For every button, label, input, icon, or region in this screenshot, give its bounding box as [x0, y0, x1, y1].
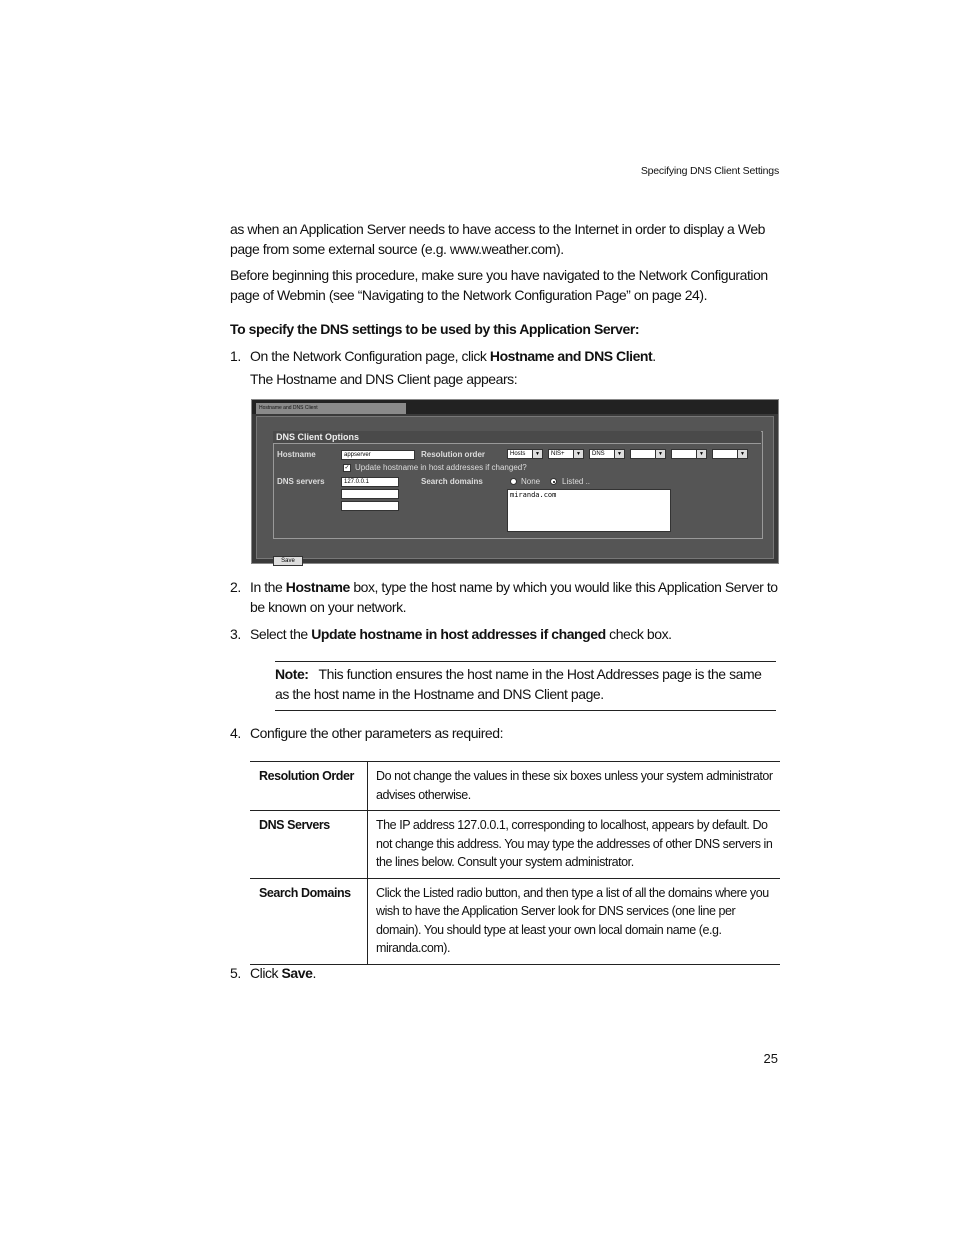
- step-1-number: 1.: [230, 348, 241, 364]
- running-header: Specifying DNS Client Settings: [640, 165, 779, 177]
- param-name: Resolution Order: [250, 762, 368, 811]
- page-number: 25: [763, 1051, 778, 1066]
- dns-server-input-1[interactable]: 127.0.0.1: [341, 477, 399, 487]
- dns-server-input-3[interactable]: [341, 501, 399, 511]
- radio-none-label: None: [521, 477, 541, 486]
- search-domains-textarea[interactable]: miranda.com: [507, 489, 671, 532]
- step-5: 5. Click Save.: [230, 965, 316, 981]
- step-1: 1. On the Network Configuration page, click Hostname and DNS Client.: [230, 348, 656, 364]
- step-2: 2. In the Hostname box, type the host name by which you would like this Application Server to be known on your network.: [230, 579, 778, 615]
- intro-paragraph-2: Before beginning this procedure, make sure you have navigated to the Network Configuration page of Webmin (see “Navigating to the Network Configuration Page” on page 24).: [230, 267, 768, 303]
- step-3: 3. Select the Update hostname in host addresses if changed check box.: [230, 626, 672, 642]
- step-1-emphasis: Hostname and DNS Client: [489, 348, 653, 364]
- step-2-number: 2.: [230, 579, 241, 595]
- hostname-label: Hostname: [277, 450, 316, 459]
- table-row: [250, 811, 780, 879]
- param-name: Search Domains: [250, 878, 368, 964]
- save-button[interactable]: Save: [273, 556, 303, 566]
- step-5-number: 5.: [230, 965, 241, 981]
- param-description: Click the Listed radio button, and then type a list of all the domains where you wish to have the Application Server look for DNS services (one line per domain). You should type at least your own local domain name (e.g. miranda.com).: [368, 878, 781, 964]
- dns-servers-label: DNS servers: [277, 477, 325, 486]
- table-row: [250, 878, 780, 964]
- step-4-number: 4.: [230, 725, 241, 741]
- param-description: The IP address 127.0.0.1, corresponding to localhost, appears by default. Do not change this address. You may type the addresses of other DNS servers in the lines below. Consult your system administrator.: [368, 811, 781, 879]
- hostname-dns-client-screenshot: [251, 399, 779, 564]
- resolution-order-label: Resolution order: [421, 450, 486, 459]
- panel: [256, 416, 774, 564]
- step-3-number: 3.: [230, 626, 241, 642]
- step-5-emphasis: Save: [281, 965, 313, 981]
- step-3-emphasis: Update hostname in host addresses if changed: [311, 626, 606, 642]
- table-row: [250, 762, 780, 811]
- step-1-result: The Hostname and DNS Client page appears:: [250, 371, 518, 387]
- chevron-down-icon: ▼: [696, 450, 706, 458]
- tab-bar: [252, 400, 778, 414]
- chevron-down-icon: ▼: [614, 450, 624, 458]
- chevron-down-icon: ▼: [655, 450, 665, 458]
- param-description: Do not change the values in these six boxes unless your system administrator advises otherwise.: [368, 762, 781, 811]
- resolution-select-4[interactable]: [630, 449, 666, 459]
- procedure-heading: To specify the DNS settings to be used by this Application Server:: [230, 321, 640, 337]
- param-name: DNS Servers: [250, 811, 368, 879]
- resolution-select-3[interactable]: DNS ▼: [589, 449, 625, 459]
- note-label: Note:: [275, 666, 309, 682]
- intro-paragraph-1: as when an Application Server needs to have access to the Internet in order to display a Web page from some external source (e.g. www.weather.com).: [230, 221, 766, 257]
- dns-server-input-2[interactable]: [341, 489, 399, 499]
- resolution-select-1[interactable]: Hosts ▼: [507, 449, 543, 459]
- radio-listed-label: Listed ..: [562, 477, 591, 486]
- resolution-select-2[interactable]: NIS+ ▼: [548, 449, 584, 459]
- search-domains-label: Search domains: [421, 477, 483, 486]
- radio-none[interactable]: [510, 478, 517, 485]
- resolution-select-6[interactable]: [712, 449, 748, 459]
- tab-hostname-dns-client[interactable]: Hostname and DNS Client: [256, 403, 406, 414]
- chevron-down-icon: ▼: [573, 450, 583, 458]
- hostname-input[interactable]: appserver: [341, 450, 415, 460]
- step-4: 4. Configure the other parameters as required:: [230, 725, 504, 741]
- update-hostname-checkbox[interactable]: ✓: [344, 465, 350, 471]
- section-title: DNS Client Options: [273, 431, 761, 444]
- chevron-down-icon: ▼: [532, 450, 542, 458]
- note-text: This function ensures the host name in the Host Addresses page is the same as the host name in the Hostname and DNS Client page.: [275, 666, 762, 702]
- note-box: [275, 661, 776, 711]
- chevron-down-icon: ▼: [737, 450, 747, 458]
- radio-listed[interactable]: [550, 478, 557, 485]
- parameters-table: [250, 761, 780, 965]
- resolution-select-5[interactable]: [671, 449, 707, 459]
- step-2-emphasis: Hostname: [285, 579, 350, 595]
- update-hostname-label: Update hostname in host addresses if changed?: [355, 463, 527, 472]
